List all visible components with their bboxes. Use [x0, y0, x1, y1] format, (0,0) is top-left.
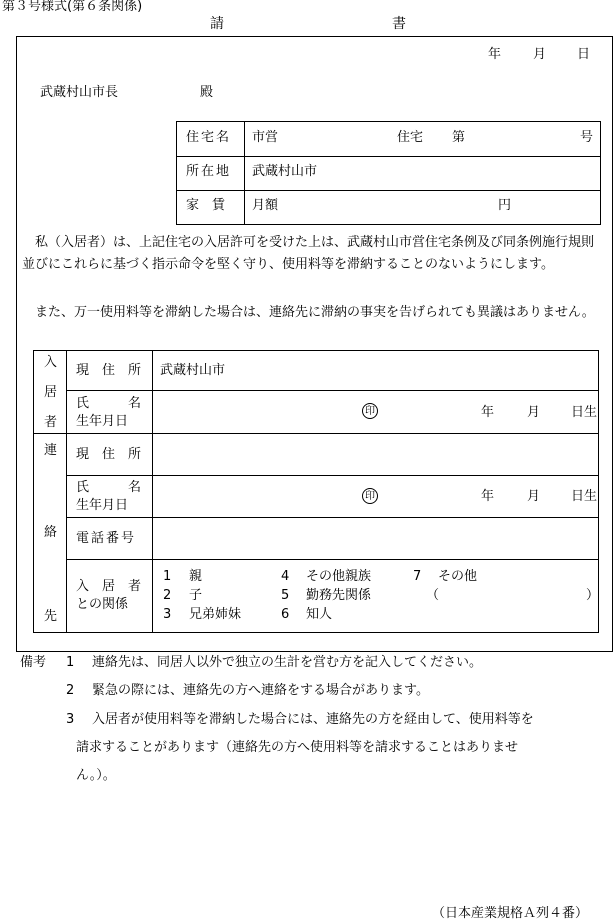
housing-name-middle: 住宅	[397, 130, 424, 145]
relation-option-label: 親	[189, 569, 203, 584]
form-number: 第３号様式(第６条関係)	[2, 0, 143, 14]
addressee-name: 武蔵村山市長	[40, 85, 119, 100]
resident-seal-mark: 印	[362, 403, 378, 419]
contact-seal-mark: 印	[362, 488, 378, 504]
contact-birth-year: 年	[481, 489, 495, 504]
resident-name-label: 氏 名	[76, 396, 142, 411]
note-number: 3	[66, 712, 75, 727]
document-title-left: 請	[210, 16, 224, 32]
date-month-label: 月	[533, 47, 547, 62]
relation-option-number: 2	[163, 588, 172, 603]
relation-option-number: 1	[163, 569, 172, 584]
contact-address-label: 現 住 所	[76, 447, 142, 462]
relation-option-label: 子	[189, 588, 203, 603]
note-text: 緊急の際には、連絡先の方へ連絡をする場合があります。	[92, 683, 429, 698]
relation-option-number: 5	[281, 588, 290, 603]
location-value: 武蔵村山市	[252, 164, 318, 179]
rent-suffix: 円	[498, 198, 512, 213]
notes-label: 備考	[20, 655, 47, 670]
arrears-paragraph: また、万一使用料等を滞納した場合は、連絡先に滞納の事実を告げられても異議はありません。	[35, 305, 595, 320]
relation-option-label: 勤務先関係	[306, 588, 372, 603]
relation-option-label: 兄弟姉妹	[189, 607, 242, 622]
relation-option-number: 3	[163, 607, 172, 622]
housing-name-label: 住宅名	[186, 130, 232, 145]
contact-phone-label: 電話番号	[76, 531, 137, 546]
resident-group-label-char: 者	[44, 415, 58, 430]
document-title-right: 書	[392, 16, 406, 32]
note-text: 入居者が使用料等を滞納した場合には、連絡先の方を経由して、使用料等を	[92, 712, 534, 727]
contact-group-label-char: 絡	[44, 525, 58, 540]
location-label: 所在地	[186, 164, 232, 179]
paper-size-note: （日本産業規格Ａ列４番）	[432, 906, 589, 921]
relation-label-line2: との関係	[76, 597, 129, 612]
relation-option-label: その他親族	[306, 569, 372, 584]
relation-option-number: 4	[281, 569, 290, 584]
resident-birth-month: 月	[527, 405, 541, 420]
housing-number-prefix: 第	[452, 130, 466, 145]
contact-birth-month: 月	[527, 489, 541, 504]
addressee-honorific: 殿	[200, 85, 214, 100]
note-text: 連絡先は、同居人以外で独立の生計を営む方を記入してください。	[92, 655, 483, 670]
contact-name-label: 氏 名	[76, 480, 142, 495]
relation-option-label: 知人	[306, 607, 333, 622]
relation-paren-open: （	[426, 588, 440, 603]
relation-option-label: その他	[438, 569, 478, 584]
rent-prefix: 月額	[252, 198, 279, 213]
relation-label-line1: 入 居 者	[76, 579, 142, 594]
contact-group-label-char: 先	[44, 609, 58, 624]
resident-birth-label: 生年月日	[76, 414, 129, 429]
resident-birth-year: 年	[481, 405, 495, 420]
housing-number-suffix: 号	[580, 130, 594, 145]
housing-name-prefix: 市営	[252, 130, 279, 145]
resident-birth-day: 日生	[571, 405, 598, 420]
resident-address-value: 武蔵村山市	[160, 363, 226, 378]
contact-birth-day: 日生	[571, 489, 598, 504]
date-day-label: 日	[577, 47, 591, 62]
contact-birth-label: 生年月日	[76, 498, 129, 513]
date-year-label: 年	[488, 47, 502, 62]
note-text: 請求することがあります（連絡先の方へ使用料等を請求することはありませ	[76, 740, 519, 755]
contact-group-label-char: 連	[44, 443, 58, 458]
note-number: 2	[66, 683, 75, 698]
note-number: 1	[66, 655, 75, 670]
note-text: ん。）。	[76, 768, 116, 783]
pledge-paragraph: 私（入居者）は、上記住宅の入居許可を受けた上は、武蔵村山市営住宅条例及び同条例施行規則並びにこれらに基づく指示命令を堅く守り、使用料等を滞納することのないようにします。	[22, 235, 595, 272]
relation-option-number: 7	[413, 569, 422, 584]
rent-label: 家 賃	[186, 198, 226, 213]
relation-paren-close: ）	[586, 588, 600, 603]
relation-option-number: 6	[281, 607, 290, 622]
resident-group-label-char: 居	[44, 385, 58, 400]
resident-address-label: 現 住 所	[76, 363, 142, 378]
resident-group-label-char: 入	[44, 355, 58, 370]
